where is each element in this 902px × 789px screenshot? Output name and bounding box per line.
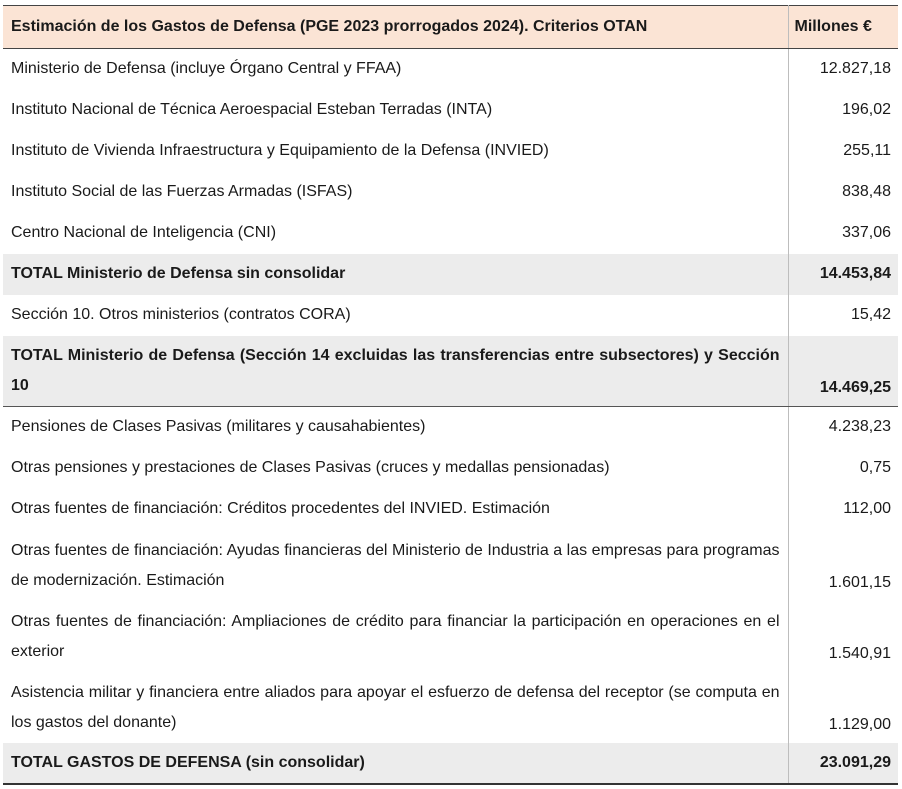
row-label: Otras fuentes de financiación: Créditos procedentes del INVIED. Estimación [3, 489, 788, 530]
table-row [3, 601, 898, 672]
row-label: Asistencia militar y financiera entre aliados para apoyar el esfuerzo de defensa del receptor (se computa en los gastos del donante) [3, 672, 788, 743]
row-label: Instituto de Vivienda Infraestructura y Equipamiento de la Defensa (INVIED) [3, 131, 788, 172]
subtotal-label: TOTAL Ministerio de Defensa (Sección 14 excluidas las transferencias entre subsectores) y Sección 10 [3, 336, 788, 407]
grand-total-row [3, 743, 898, 784]
row-label: Instituto Nacional de Técnica Aeroespacial Esteban Terradas (INTA) [3, 90, 788, 131]
table-row [3, 672, 898, 743]
row-value: 112,00 [843, 500, 891, 517]
row-label: Instituto Social de las Fuerzas Armadas (ISFAS) [3, 172, 788, 213]
defense-spending-table [3, 5, 898, 785]
row-label: Otras fuentes de financiación: Ampliaciones de crédito para financiar la participación en operaciones en el exterior [3, 601, 788, 672]
subtotal-row [3, 336, 898, 407]
row-label: Pensiones de Clases Pasivas (militares y causahabientes) [3, 407, 788, 448]
row-value: 1.601,15 [828, 573, 891, 591]
table-row [3, 213, 898, 254]
subtotal-value: 14.453,84 [788, 254, 898, 295]
subtotal-row [3, 254, 898, 295]
row-label: Sección 10. Otros ministerios (contratos CORA) [3, 295, 788, 336]
row-value: 838,48 [842, 183, 891, 200]
row-value: 196,02 [842, 101, 891, 118]
subtotal-label: TOTAL Ministerio de Defensa sin consolidar [3, 254, 788, 295]
row-value: 15,42 [850, 306, 891, 323]
row-value: 1.540,91 [828, 644, 891, 662]
row-value: 4.238,23 [828, 418, 891, 436]
table-row [3, 407, 898, 448]
table-row [3, 90, 898, 131]
unit-header: Millones € [788, 6, 898, 49]
subtotal-value: 14.469,25 [788, 336, 898, 407]
table-row [3, 131, 898, 172]
table-row [3, 49, 898, 90]
row-value: 0,75 [859, 459, 891, 476]
row-label: Centro Nacional de Inteligencia (CNI) [3, 213, 788, 254]
grand-total-value: 23.091,29 [788, 743, 898, 784]
grand-total-label: TOTAL GASTOS DE DEFENSA (sin consolidar) [3, 743, 788, 784]
table-row [3, 530, 898, 601]
row-value: 12.827,18 [819, 60, 891, 78]
row-value: 1.129,00 [828, 715, 891, 733]
row-label: Otras fuentes de financiación: Ayudas financieras del Ministerio de Industria a las empresas para programas de modernización. Estimación [3, 530, 788, 601]
table-title: Estimación de los Gastos de Defensa (PGE 2023 prorrogados 2024). Criterios OTAN [3, 6, 788, 49]
row-label: Otras pensiones y prestaciones de Clases Pasivas (cruces y medallas pensionadas) [3, 448, 788, 489]
table-header-row [3, 6, 898, 49]
table-row [3, 295, 898, 336]
table-row [3, 448, 898, 489]
row-value: 255,11 [843, 142, 891, 159]
row-label: Ministerio de Defensa (incluye Órgano Central y FFAA) [3, 49, 788, 90]
table-row [3, 172, 898, 213]
table-row [3, 489, 898, 530]
row-value: 337,06 [842, 224, 891, 241]
